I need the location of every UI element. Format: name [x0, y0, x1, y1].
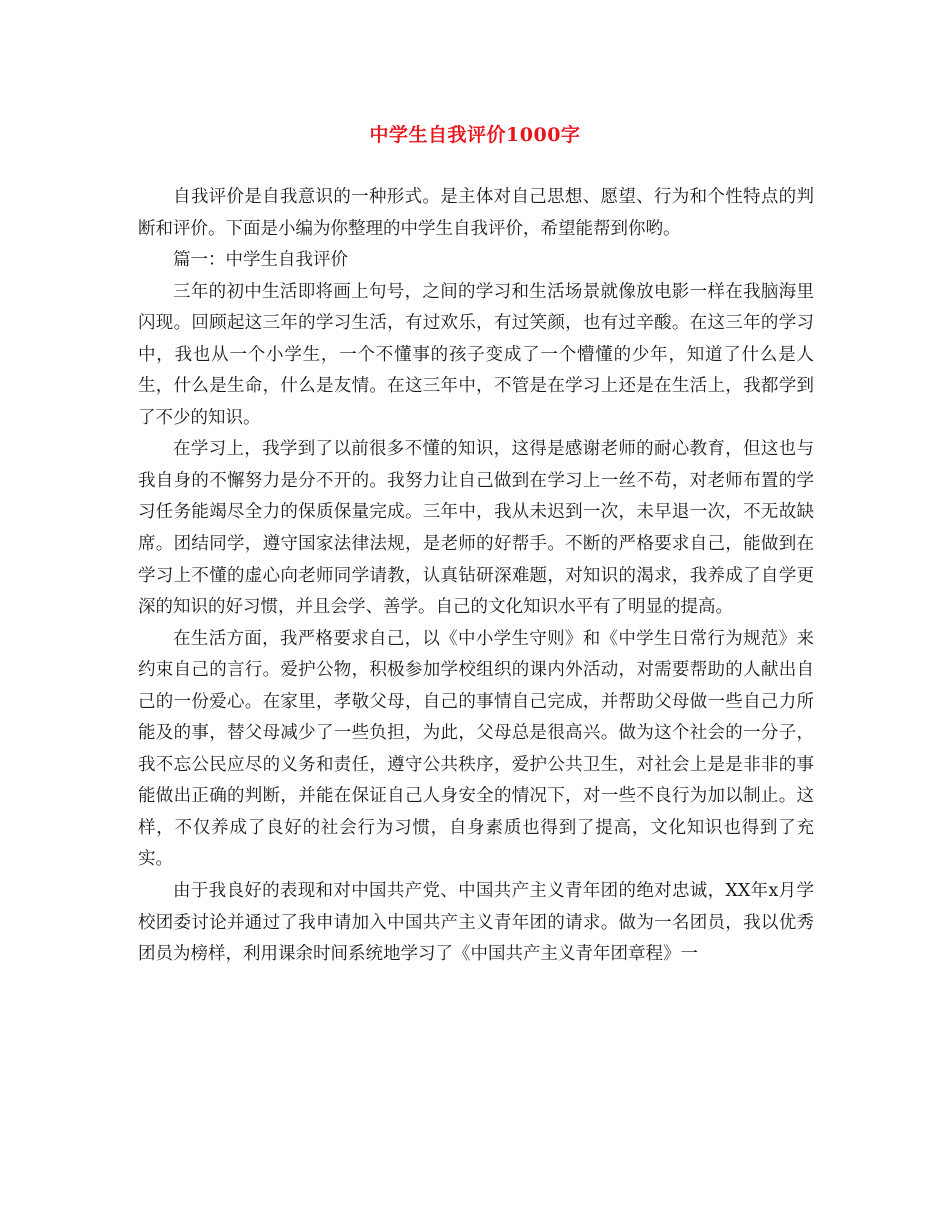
document-body [138, 182, 814, 971]
document-title: 中学生自我评价1000字 [369, 124, 581, 146]
section-heading: 篇一：中学生自我评价 [173, 250, 348, 271]
paragraph-intro: 自我评价是自我意识的一种形式。是主体对自己思想、愿望、行为和个性特点的判断和评价。下面是小编为你整理的中学生自我评价，希望能帮到你哟。 [138, 187, 814, 239]
paragraph-4: 由于我良好的表现和对中国共产党、中国共产主义青年团的绝对忠诚，XX年x月学校团委讨论并通过了我申请加入中国共产主义青年团的请求。做为一名团员，我以优秀团员为榜样，利用课余时间系统地学习了《中国共产主义青年团章程》一 [138, 881, 814, 965]
paragraph-2: 在学习上，我学到了以前很多不懂的知识，这得是感谢老师的耐心教育，但这也与我自身的不懈努力是分不开的。我努力让自己做到在学习上一丝不苟，对老师布置的学习任务能竭尽全力的保质保量完成。三年中，我从未迟到一次，未早退一次，不无故缺席。团结同学，遵守国家法律法规，是老师的好帮手。不断的严格要求自己，能做到在学习上不懂的虚心向老师同学请教，认真钻研深难题，对知识的渴求，我养成了自学更深的知识的好习惯，并且会学、善学。自己的文化知识水平有了明显的提高。 [138, 439, 814, 618]
paragraph-1: 三年的初中生活即将画上句号，之间的学习和生活场景就像放电影一样在我脑海里闪现。回顾起这三年的学习生活，有过欢乐，有过笑颜，也有过辛酸。在这三年的学习中，我也从一个小学生，一个不懂事的孩子变成了一个懵懂的少年，知道了什么是人生，什么是生命，什么是友情。在这三年中，不管是在学习上还是在生活上，我都学到了不少的知识。 [138, 281, 814, 428]
paragraph-3: 在生活方面，我严格要求自己，以《中小学生守则》和《中学生日常行为规范》来约束自己的言行。爱护公物，积极参加学校组织的课内外活动，对需要帮助的人献出自己的一份爱心。在家里，孝敬父母，自己的事情自己完成，并帮助父母做一些自己力所能及的事，替父母减少了一些负担，为此，父母总是很高兴。做为这个社会的一分子，我不忘公民应尽的义务和责任，遵守公共秩序，爱护公共卫生，对社会上是是非非的事能做出正确的判断，并能在保证自己人身安全的情况下，对一些不良行为加以制止。这样，不仅养成了良好的社会行为习惯，自身素质也得到了提高，文化知识也得到了充实。 [138, 628, 814, 870]
